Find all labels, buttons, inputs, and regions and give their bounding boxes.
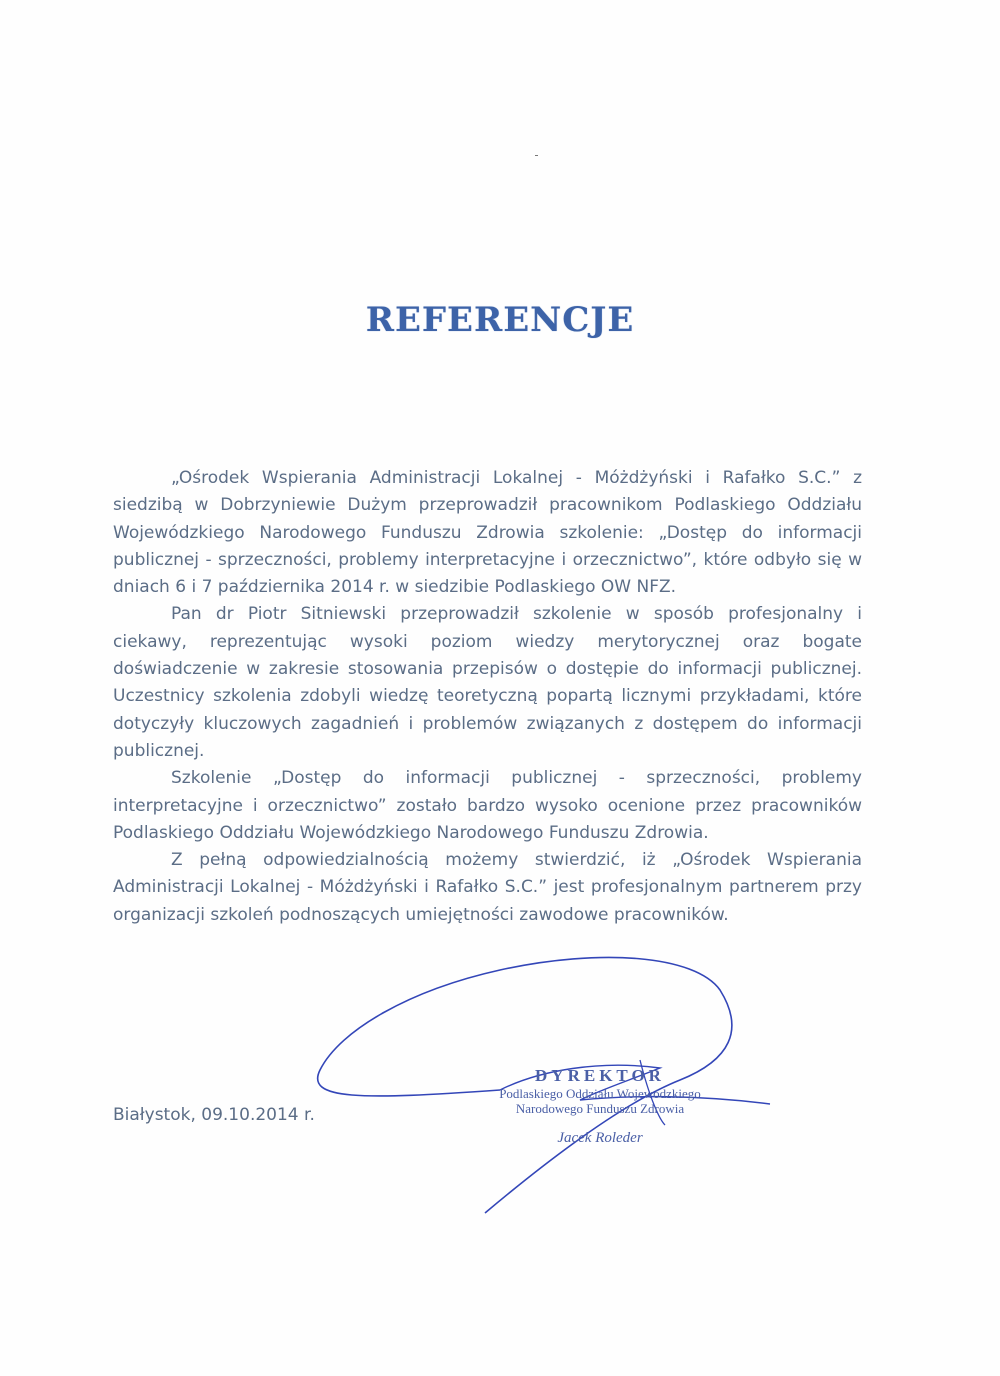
stamp-signatory-name: Jacek Roleder	[557, 1130, 643, 1146]
paragraph-3: Szkolenie „Dostęp do informacji publicznej - sprzeczności, problemy interpretacyjne i orzecznictwo” zostało bardzo wysoko ocenione przez pracowników Podlaskiego Oddziału Wojewódzkiego Narodowego Funduszu Zdrowia.	[113, 768, 862, 843]
place-date: Białystok, 09.10.2014 r.	[113, 1105, 315, 1125]
stamp-line-2: Narodowego Funduszu Zdrowia	[515, 1101, 685, 1116]
document-title: REFERENCJE	[365, 300, 635, 340]
paragraph-4: Z pełną odpowiedzialnością możemy stwierdzić, iż „Ośrodek Wspierania Administracji Lokalnej - Móżdżyński i Rafałko S.C.” jest profesjonalnym partnerem przy organizacji szkoleń podnoszących umiejętności zawodowe pracowników.	[113, 850, 862, 925]
letter-body	[113, 465, 862, 929]
director-stamp	[470, 1066, 730, 1147]
stamp-line-1: Podlaskiego Oddziału Wojewódzkiego	[499, 1086, 701, 1101]
scan-speck	[535, 155, 538, 156]
paragraph-1: „Ośrodek Wspierania Administracji Lokalnej - Móżdżyński i Rafałko S.C.” z siedzibą w Dobrzyniewie Dużym przeprowadził pracownikom Podlaskiego Oddziału Wojewódzkiego Narodowego Funduszu Zdrowia szkolenie: „Dostęp do informacji publicznej - sprzeczności, problemy interpretacyjne i orzecznictwo”, które odbyło się w dniach 6 i 7 października 2014 r. w siedzibie Podlaskiego OW NFZ.	[113, 468, 862, 598]
stamp-title: DYREKTOR	[535, 1066, 665, 1085]
paragraph-2: Pan dr Piotr Sitniewski przeprowadził szkolenie w sposób profesjonalny i ciekawy, reprezentując wysoki poziom wiedzy merytorycznej oraz bogate doświadczenie w zakresie stosowania przepisów o dostępie do informacji publicznej. Uczestnicy szkolenia zdobyli wiedzę teoretyczną popartą licznymi przykładami, które dotyczyły kluczowych zagadnień i problemów związanych z dostępem do informacji publicznej.	[113, 604, 862, 761]
